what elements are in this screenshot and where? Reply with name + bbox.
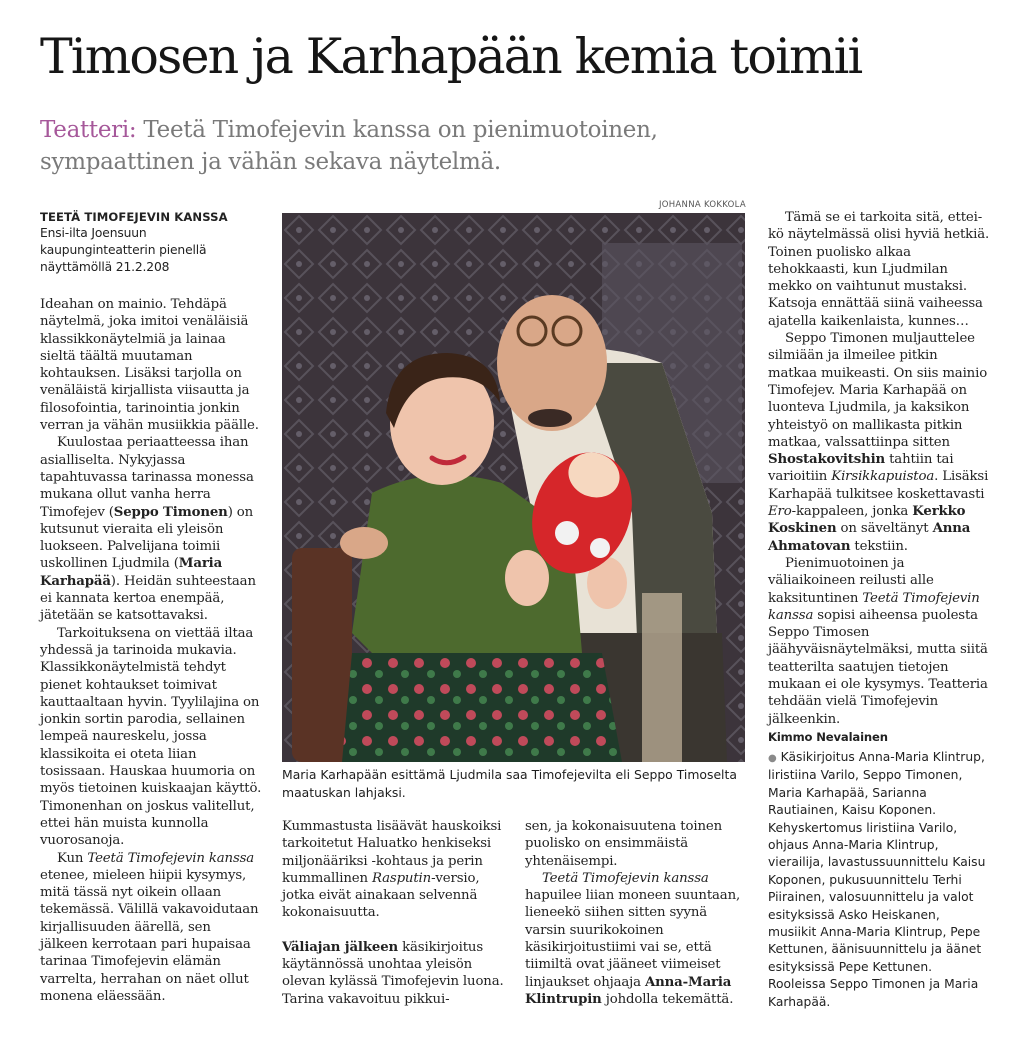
text-span: tekstiin.: [850, 538, 908, 554]
text-span: käsikirjoitus käytännössä unohtaa yleisön olevan kylässä Timofejevin luona. Tarina vakavoituu pikkui-: [282, 939, 504, 1007]
text-span: ) on kutsunut vieraita eli yleisön luokseen. Palvelijana toimii uskollinen Ljudmila (: [40, 504, 254, 572]
text-span: Seppo Timonen muljauttelee silmiään ja ilmeilee pitkin matkaa muikeasti. On siis mainio Timofejev. Maria Karhapää on luonteva Ljudmila, ja kaksikon yhteistyö on mallikasta pitkin matkaa, valssattiinpa sitten: [768, 331, 988, 450]
col3-paragraph-1: sen, ja kokonaisuutena toinen puolisko on ensimmäistä yhtenäisempi.: [525, 819, 722, 869]
italic-title: Teetä Timofejevin kanssa: [768, 590, 980, 623]
article-photo: [282, 213, 745, 762]
text-span: johdolla tekemättä.: [601, 991, 734, 1007]
bold-name: Seppo Timonen: [113, 504, 228, 520]
column-3: [525, 818, 747, 1008]
text-span: sopisi aiheensa puolesta Seppo Timosen jäähyväisnäytelmäksi, mutta siitä teatterilta saatujen tietojen mukaan ei ole kysymys. Teatteria tehdään vielä Timofejevin jälkeenkin.: [768, 607, 988, 727]
facts-title: TEETÄ TIMOFEJEVIN KANSSA: [40, 210, 228, 224]
italic-title: Rasputin: [371, 870, 432, 886]
italic-title: Teetä Timofejevin kanssa: [542, 870, 709, 886]
text-span: -versio, jotka eivät ainakaan selvennä kokonaisuutta.: [282, 870, 480, 921]
photo-caption: Maria Karhapään esittämä Ljudmila saa Timofejevilta eli Seppo Timoselta maatuskan lahjaksi.: [282, 767, 737, 800]
bold-name: Anna Ahmatovan: [768, 521, 971, 554]
author-signature: Kimmo Nevalainen: [768, 729, 888, 744]
italic-title: Kirsikkapuistoa: [831, 469, 935, 485]
bold-name: Anna-Maria Klintrupin: [525, 974, 732, 1007]
col4-paragraph-2: [768, 330, 990, 555]
italic-title: Ero: [768, 504, 792, 520]
text-span: -kappaleen, jonka: [791, 504, 913, 520]
column-4: [768, 209, 990, 746]
col2-paragraph-1: [282, 818, 504, 922]
text-span: Kun: [57, 850, 88, 866]
bold-name: Kerkko Koskinen: [768, 504, 966, 537]
lead-paragraph: [40, 114, 800, 178]
col4-paragraph-1: Tämä se ei tarkoita sitä, ettei-kö näytelmässä olisi hyviä hetkiä. Toinen puolisko alkaa tehokkaasti, kun Ljudmilan mekko on vaihtunut mustaksi. Katsoja ennättää siinä vaiheessa ajatella kaikenlaista, kunnes…: [768, 210, 990, 329]
col1-paragraph-4: [40, 850, 262, 1006]
lead-text: Teetä Timofejevin kanssa on pienimuotoinen, sympaattinen ja vähän sekava näytelmä.: [40, 117, 658, 175]
text-span: on säveltänyt: [836, 521, 933, 537]
text-span: Pienimuotoinen ja väliaikoineen reilusti alle kaksituntinen: [768, 555, 934, 606]
col4-paragraph-3: [768, 555, 990, 728]
headline: Timosen ja Karhapään kemia toimii: [40, 28, 862, 85]
text-span: etenee, mieleen hiipii kysymys, mitä tässä nyt oikein ollaan tekemässä. Välillä vakavoidutaan kirjallisuuden äärellä, sen jälkeen kerrotaan pari hupaisaa tarinaa Timofejevin elämän varrelta, herrahan on näet ollut monena eläessään.: [40, 867, 259, 1004]
credits-text: Käsikirjoitus Anna-Maria Klintrup, liristiina Varilo, Seppo Timonen, Maria Karhapää, Sarianna Rautiainen, Kaisu Koponen. Kehyskertomus liristiina Varilo, ohjaus Anna-Maria Klintrup, vierailija, lavastussuunnittelu Kaisu Koponen, pukusuunnittelu Terhi Piirainen, valosuunnittelu ja valot esityksissä Asko Heiskanen, musiikit Anna-Maria Klintrup, Pepe Kettunen, äänisuunnittelu ja äänet esityksissä Pepe Kettunen. Rooleissa Seppo Timonen ja Maria Karhapää.: [768, 750, 986, 1009]
photo-credit: JOHANNA KOKKOLA: [658, 200, 746, 210]
text-span: . Lisäksi Karhapää tulkitsee koskettavasti: [768, 469, 989, 502]
text-span: Kuulostaa periaatteessa ihan asialliselta. Nykyjassa tapahtuvassa tarinassa monessa mukana ollut vanha herra Timofejev (: [40, 435, 254, 520]
col1-paragraph-3: Tarkoituksena on viettää iltaa yhdessä ja tarinoida mukavia. Klassikkonäytelmistä tehdyt pienet kohtaukset toimivat kauttaaltaan hyvin. Tyylilajina on jonkin sortin parodia, sellainen lempeä naureskelu, jossa klassikoita ei oteta liian tosissaan. Hauskaa huumoria on myös tietoinen kuiskaajan käyttö. Timonenhan on joskus valitellut, ettei hän muista kunnolla vuorosanoja.: [40, 625, 262, 849]
column-2: [282, 818, 504, 1008]
column-1: [40, 209, 262, 1005]
text-span: hapuilee liian moneen suuntaan, lieneekö siihen sitten syynä varsin suurikokoinen käsikirjoitustiimi vai se, että tiimiltä ovat jääneet viimeiset linjaukset ohjaaja: [525, 888, 741, 990]
subheading: Väliajan jälkeen: [282, 939, 399, 955]
col1-paragraph-1: Ideahan on mainio. Tehdäpä näytelmä, joka imitoi venäläisiä klassikkonäytelmiä ja lainaa sieltä täältä muutaman kohtauksen. Lisäksi tarjolla on venäläistä kirjallista viisautta ja filosofointia, tarinointia jonkin verran ja vähän musiikkia päälle.: [40, 297, 259, 434]
text-span: ). Heidän suhteestaan ei kannata kertoa enempää, jätetään se katsottavaksi.: [40, 573, 256, 624]
col3-paragraph-2: [525, 870, 747, 1008]
text-span: tahtiin tai varioitiin: [768, 452, 954, 485]
text-span: Kummastusta lisäävät hauskoiksi tarkoitetut Haluatko henkiseksi miljonääriksi -kohtaus ja perin kummallinen: [282, 819, 502, 886]
bold-name: Shostakovitshin: [768, 452, 886, 468]
photo-illustration: [282, 213, 745, 762]
col2-paragraph-2: [282, 939, 504, 1008]
lead-kicker: Teatteri:: [40, 117, 137, 143]
col1-paragraph-2: [40, 434, 262, 624]
production-credits: [768, 749, 990, 1011]
bold-name: Maria Karhapää: [40, 556, 223, 589]
bullet-icon: ●: [768, 753, 777, 764]
facts-body: Ensi-ilta Joensuun kaupunginteatterin pienellä näyttämöllä 21.2.208: [40, 226, 207, 274]
italic-title: Teetä Timofejevin kanssa: [87, 850, 255, 866]
